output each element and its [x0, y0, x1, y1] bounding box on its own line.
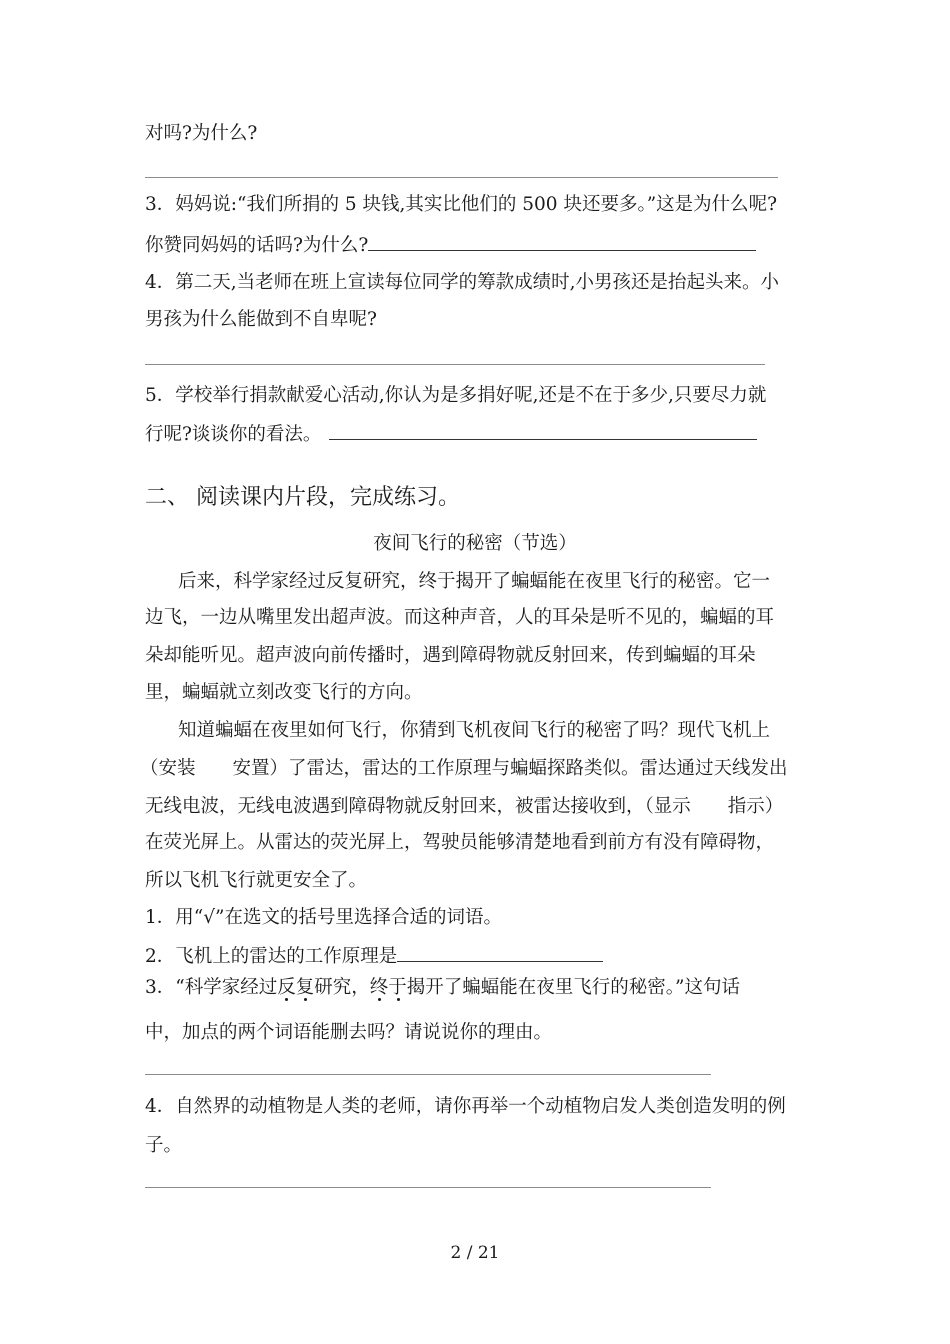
answer-line[interactable] — [145, 177, 778, 178]
dotted-word: 反复 — [277, 975, 314, 1001]
q5-line2: 行呢?谈谈你的看法。 — [145, 421, 757, 448]
answer-blank[interactable] — [368, 232, 756, 251]
answer-blank[interactable] — [397, 943, 603, 962]
s2-q2: 2．飞机上的雷达的工作原理是 — [145, 943, 603, 970]
page-number: 2 / 21 — [450, 1243, 500, 1263]
answer-line[interactable] — [145, 364, 765, 365]
para2-line: 所以飞机飞行就更安全了。 — [145, 870, 368, 891]
para2-line: 无线电波，无线电波遇到障碍物就反射回来，被雷达接收到，（显示 指示） — [145, 796, 784, 817]
s2-q1: 1．用“√”在选文的括号里选择合适的词语。 — [145, 907, 502, 928]
q5-line1: 5．学校举行捐款献爱心活动,你认为是多捐好呢,还是不在于多少,只要尽力就 — [145, 385, 767, 406]
q2-tail: 对吗?为什么? — [145, 123, 258, 144]
section-heading: 二、 阅读课内片段，完成练习。 — [145, 485, 460, 510]
para2-line: 在荧光屏上。从雷达的荧光屏上，驾驶员能够清楚地看到前方有没有障碍物， — [145, 832, 775, 853]
passage-title: 夜间飞行的秘密（节选） — [373, 533, 577, 554]
para2-line: 知道蝙蝠在夜里如何飞行，你猜到飞机夜间飞行的秘密了吗？现代飞机上 — [178, 720, 771, 741]
para1-line: 朵却能听见。超声波向前传播时，遇到障碍物就反射回来，传到蝙蝠的耳朵 — [145, 645, 756, 666]
s2-q4-line2: 子。 — [145, 1135, 183, 1156]
para2-line: （安装 安置）了雷达，雷达的工作原理与蝙蝠探路类似。雷达通过天线发出 — [140, 758, 788, 779]
para1-line: 后来，科学家经过反复研究，终于揭开了蝙蝠能在夜里飞行的秘密。它一 — [178, 571, 771, 592]
answer-line[interactable] — [145, 1074, 711, 1075]
answer-blank[interactable] — [329, 421, 757, 440]
para1-line: 边飞，一边从嘴里发出超声波。而这种声音，人的耳朵是听不见的，蝙蝠的耳 — [145, 607, 775, 628]
para1-line: 里，蝙蝠就立刻改变飞行的方向。 — [145, 682, 423, 703]
answer-line[interactable] — [145, 1187, 711, 1188]
dotted-word: 终于 — [370, 975, 407, 1001]
s2-q3-line1: 3．“科学家经过反复 研究，终于 揭开了蝙蝠能在夜里飞行的秘密。”这句话 — [145, 975, 740, 1001]
q4-line2: 男孩为什么能做到不自卑呢? — [145, 309, 377, 330]
s2-q3-line2: 中，加点的两个词语能删去吗？请说说你的理由。 — [145, 1022, 553, 1043]
q3-line1: 3．妈妈说:“我们所捐的 5 块钱,其实比他们的 500 块还要多。”这是为什么呢? — [145, 194, 778, 215]
q4-line1: 4．第二天,当老师在班上宣读每位同学的筹款成绩时,小男孩还是抬起头来。小 — [145, 272, 780, 293]
s2-q4-line1: 4．自然界的动植物是人类的老师，请你再举一个动植物启发人类创造发明的例 — [145, 1096, 786, 1117]
q3-line2: 你赞同妈妈的话吗?为什么? — [145, 232, 756, 259]
